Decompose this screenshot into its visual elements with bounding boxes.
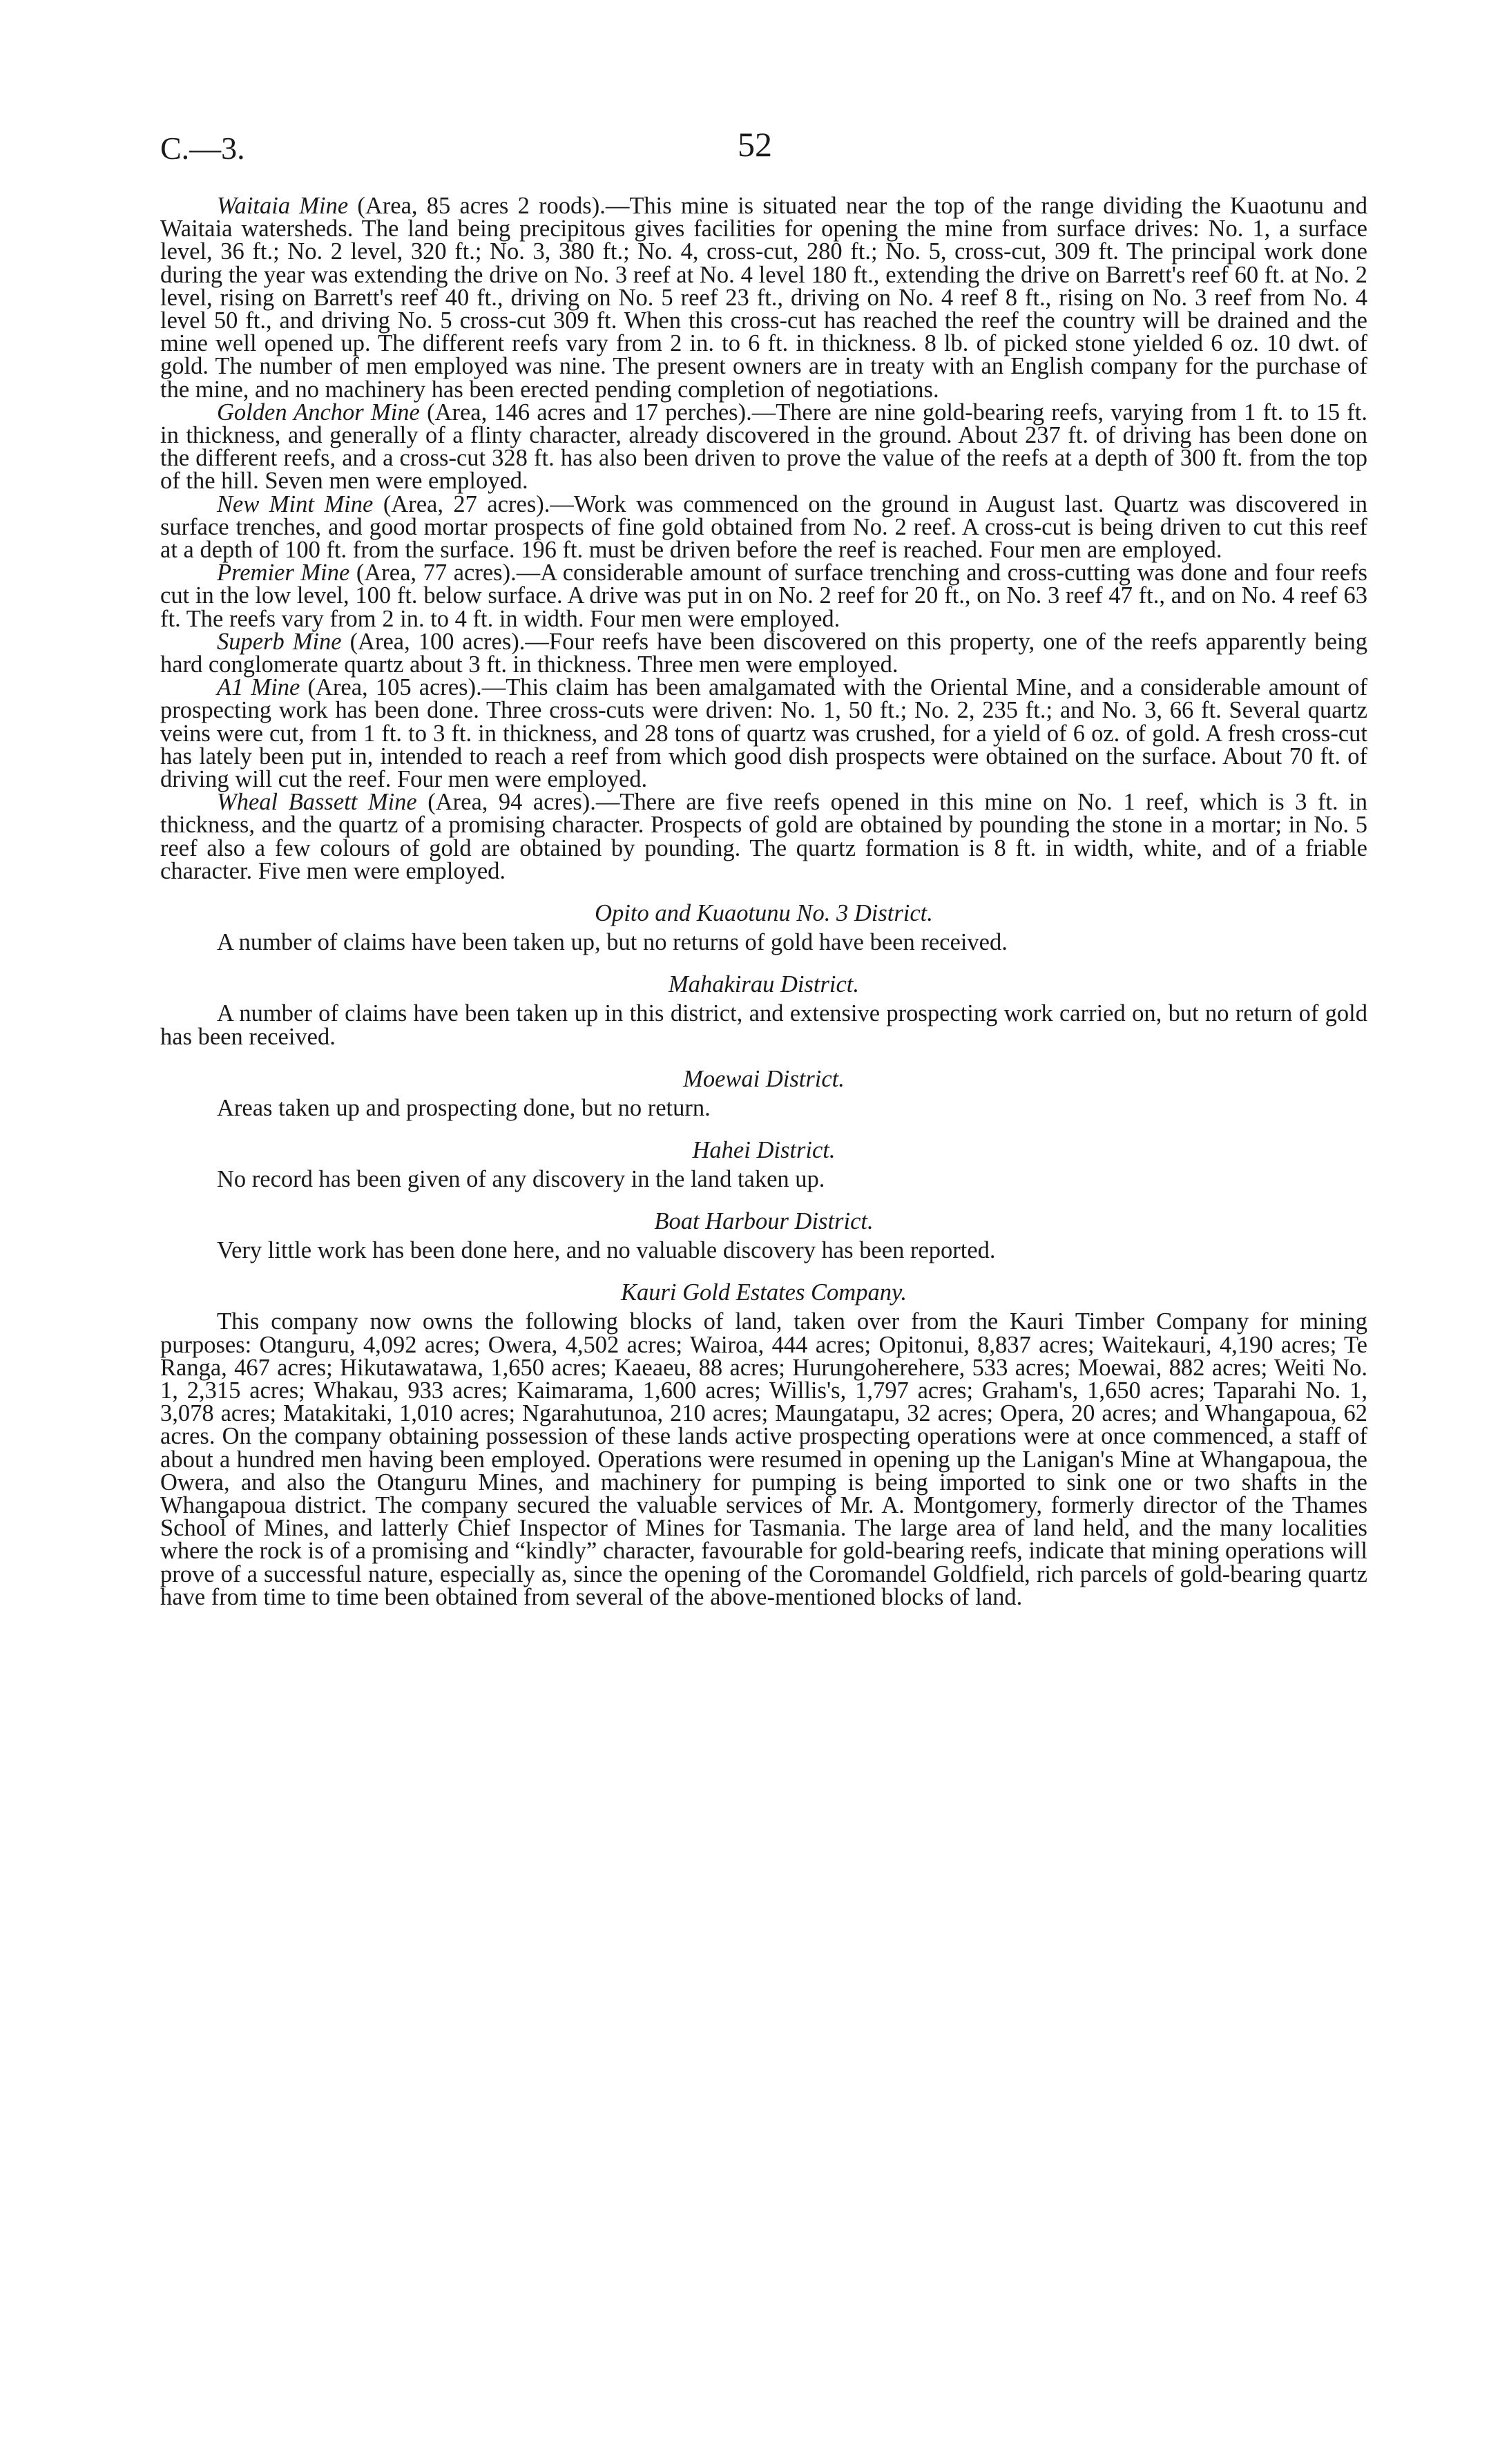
mine-name: New Mint Mine [217,490,374,517]
mine-text: (Area, 146 acres and 17 perches).—There are nine gold-bearing reefs, varying from 1 ft. to 15 ft. in thickness, and generally of a flinty character, already discovered in the ground. About 237 ft. of driving has been done on the different reefs, and a cross-cut 328 ft. has also been driven to prove the value of the reefs at a depth of 300 ft. from the top of the hill. Seven men were employed. [160,399,1367,495]
mine-text: (Area, 105 acres).—This claim has been amalgamated with the Oriental Mine, and a considerable amount of prospecting work has been done. Three cross-cuts were driven: No. 1, 50 ft.; No. 2, 235 ft.; and No. 3, 66 ft. Several quartz veins were cut, from 1 ft. to 3 ft. in thickness, and 28 tons of quartz was crushed, for a yield of 6 oz. of gold. A fresh cross-cut has lately been put in, intended to reach a reef from which good dish prospects were obtained on the surface. About 70 ft. of driving will cut the reef. Four men were employed. [160,674,1367,793]
mine-name: Waitaia Mine [217,193,349,219]
district-heading: Kauri Gold Estates Company. [620,1279,907,1306]
district-heading: Hahei District. [692,1136,836,1163]
mine-paragraph [160,490,1368,564]
mine-paragraph [160,401,1367,493]
mine-name: A1 Mine [217,674,300,701]
mine-text: (Area, 77 acres).—A considerable amount of surface trenching and cross-cutting was done and four reefs cut in the low level, 100 ft. below surface. A drive was put in on No. 2 reef for 20 ft., on No. 3 reef 47 ft., and on No. 4 reef 63 ft. The reefs vary from 2 in. to 4 ft. in width. Four men were employed. [160,560,1367,632]
district-paragraph: A number of claims have been taken up, but no returns of gold have been received. [217,929,1008,956]
mine-text: (Area, 100 acres).—Four reefs have been discovered on this property, one of the reefs apparently being hard conglomerate quartz about 3 ft. in thickness. Three men were employed. [160,628,1367,678]
document-reference: C.—3. [160,131,245,166]
mine-paragraph [160,791,1367,883]
mine-name: Golden Anchor Mine [217,399,420,426]
mine-text: (Area, 27 acres).—Work was commenced on the ground in August last. Quartz was discovered in surface trenches, and good mortar prospects of fine gold obtained from No. 2 reef. A cross-cut is being driven to cut this reef at a depth of 100 ft. from the surface. 196 ft. must be driven before the reef is reached. Four men are employed. [160,490,1368,564]
page-number: 52 [738,125,772,164]
district-paragraph: This company now owns the following blocks of land, taken over from the Kauri Timber Company for mining purposes: Otanguru, 4,092 acres; Owera, 4,502 acres; Wairoa, 444 acres; Opitonui, 8,837 acres; Waitekauri, 4,190 acres; Te Ranga, 467 acres; Hikutawatawa, 1,650 acres; Kaeaeu, 88 acres; Hurungoherehere, 533 acres; Moewai, 882 acres; Weiti No. 1, 2,315 acres; Whakau, 933 acres; Kaimarama, 1,600 acres; Willis's, 1,797 acres; Graham's, 1,650 acres; Taparahi No. 1, 3,078 acres; Matakitaki, 1,010 acres; Ngarahutunoa, 210 acres; Maungatapu, 32 acres; Opera, 20 acres; and Whangapoua, 62 acres. On the company obtaining possession of these lands active prospecting operations were at once commenced, a staff of about a hundred men having been employed. Operations were resumed in opening up the Lanigan's Mine at Whangapoua, the Owera, and also the Otanguru Mines, and machinery for pumping is being imported to sink one or two shafts in the Whangapoua district. The company secured the valuable services of Mr. A. Montgomery, formerly director of the Thames School of Mines, and latterly Chief Inspector of Mines for Tasmania. The large area of land held, and the many localities where the rock is of a promising and “kindly” character, favourable for gold-bearing reefs, indicate that mining operations will prove of a successful nature, especially as, since the opening of the Coromandel Goldfield, rich parcels of gold-bearing quartz have from time to time been obtained from several of the above-mentioned blocks of land. [160,1308,1367,1610]
district-heading: Opito and Kuaotunu No. 3 District. [595,900,933,927]
mine-paragraph [160,628,1367,678]
district-paragraph: No record has been given of any discovery in the land taken up. [217,1165,825,1192]
mine-name: Superb Mine [217,628,342,655]
mine-paragraph [160,676,1367,791]
district-paragraph: Very little work has been done here, and no valuable discovery has been reported. [217,1237,996,1264]
mine-text: (Area, 85 acres 2 roods).—This mine is situated near the top of the range dividing the Kuaotunu and Waitaia watersheds. The land being precipitous gives facilities for opening the mine from surface drives: No. 1, a surface level, 36 ft.; No. 2 level, 320 ft.; No. 3, 380 ft.; No. 4, cross-cut, 280 ft.; No. 5, cross-cut, 309 ft. The principal work done during the year was extending the drive on No. 3 reef at No. 4 level 180 ft., extending the drive on Barrett's reef 60 ft. at No. 2 level, rising on Barrett's reef 40 ft., driving on No. 5 reef 23 ft., driving on No. 4 reef 8 ft., rising on No. 3 reef from No. 4 level 50 ft., and driving No. 5 cross-cut 309 ft. When this cross-cut has reached the reef the country will be drained and the mine well opened up. The different reefs vary from 2 in. to 6 ft. in thickness. 8 lb. of picked stone yielded 6 oz. 10 dwt. of gold. The number of men employed was nine. The present owners are in treaty with an English company for the purchase of the mine, and no machinery has been erected pending completion of negotiations. [160,193,1367,403]
mine-paragraph [160,195,1367,401]
mine-text: (Area, 94 acres).—There are five reefs opened in this mine on No. 1 reef, which is 3 ft. in thickness, and the quartz of a promising character. Prospects of gold are obtained by pounding the stone in a mortar; in No. 5 reef also a few colours of gold are obtained by pounding. The quartz formation is 8 ft. in width, white, and of a friable character. Five men were employed. [160,789,1367,884]
district-paragraph: A number of claims have been taken up in this district, and extensive prospecting work carried on, but no return of gold has been received. [160,1000,1367,1050]
mine-name: Wheal Bassett Mine [217,789,417,816]
district-paragraph: Areas taken up and prospecting done, but no return. [217,1094,711,1121]
page-body [160,195,1367,1609]
district-heading: Boat Harbour District. [654,1208,874,1235]
mine-name: Premier Mine [217,560,350,586]
mine-paragraph [160,562,1367,631]
district-heading: Mahakirau District. [669,971,859,998]
district-heading: Moewai District. [683,1065,845,1092]
